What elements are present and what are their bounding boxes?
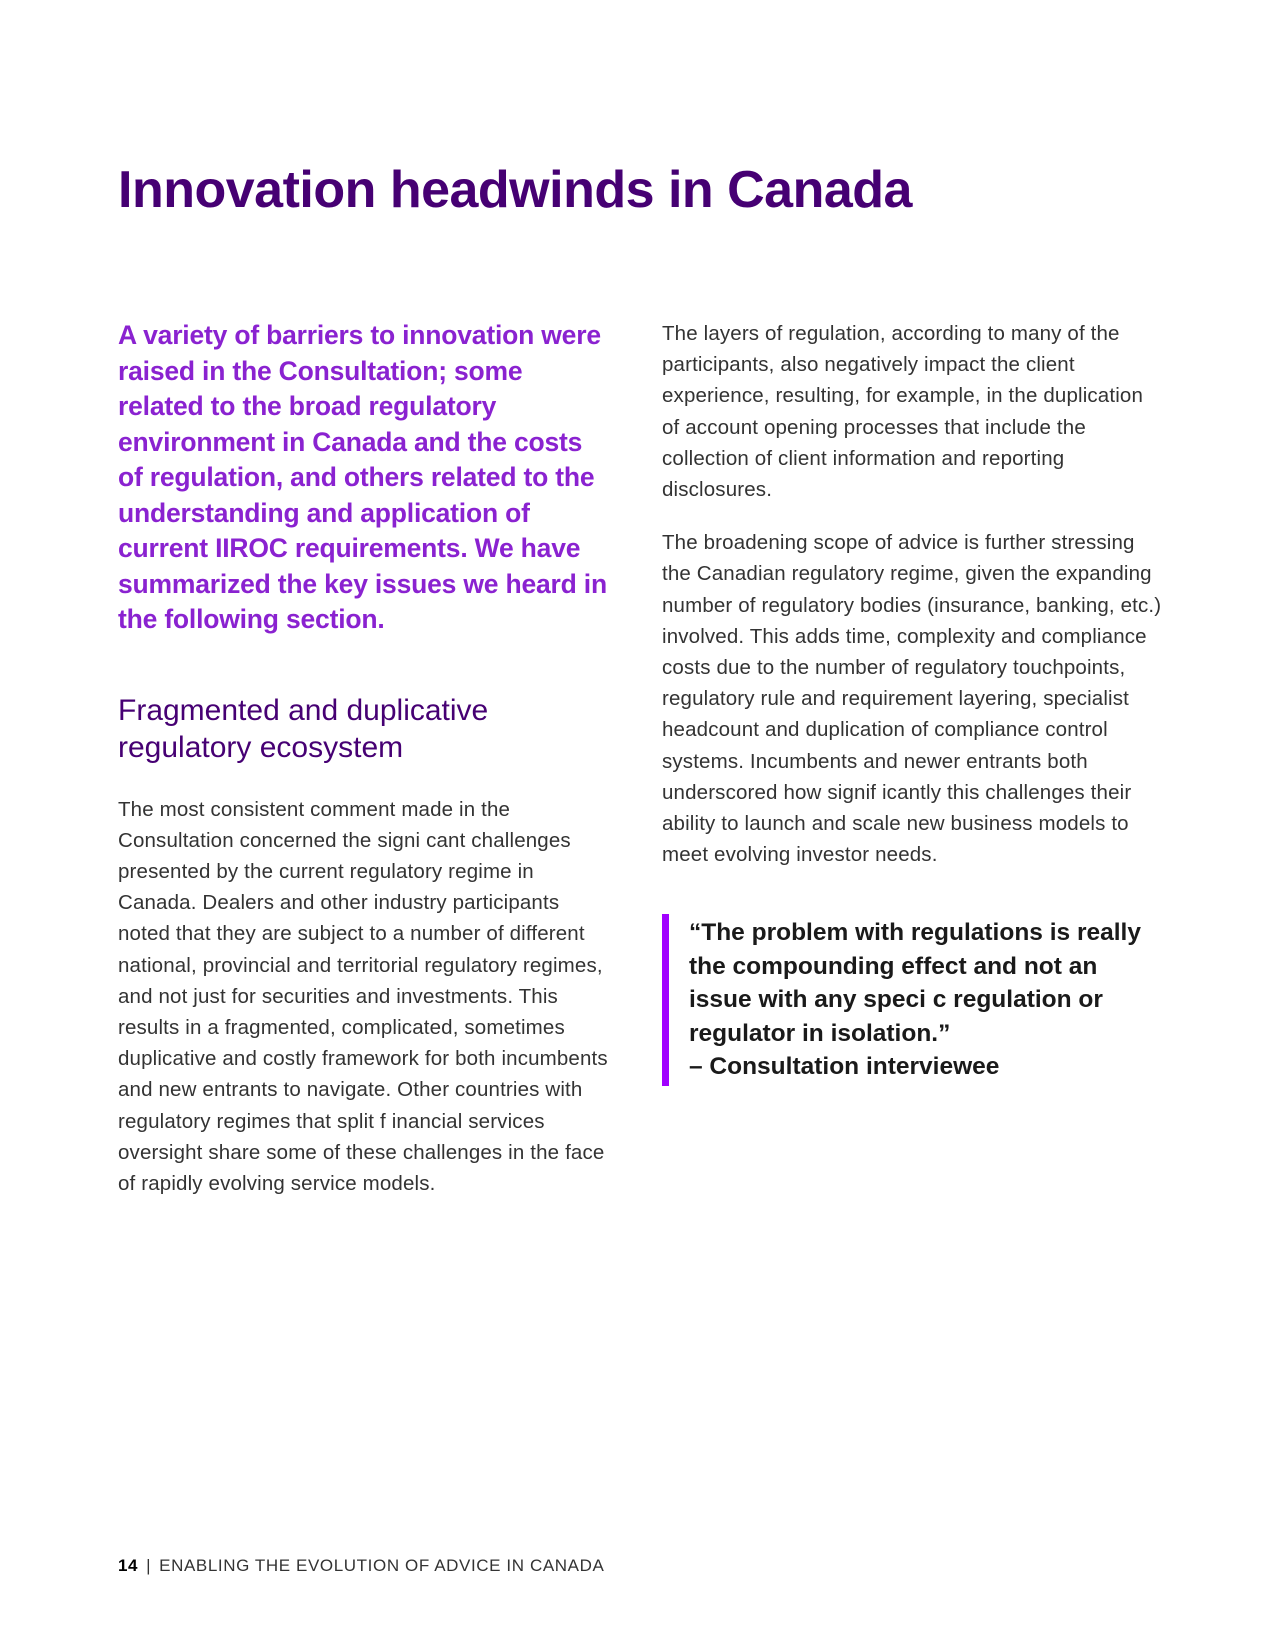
page-footer [118,1556,604,1576]
page-number: 14 [118,1556,139,1575]
intro-paragraph: A variety of barriers to innovation were raised in the Consultation; some related to the broad regulatory environment in Canada and the costs of regulation, and others related to the understanding and application of current IIROC requirements. We have summarized the key issues we heard in the following section. [118,320,607,634]
page-title: Innovation headwinds in Canada [118,161,912,219]
quote-text: “The problem with regulations is really the compounding effect and not an issue with any speci c regulation or regulator in isolation.” [689,919,1141,1047]
section-paragraph: The most consistent comment made in the Consultation concerned the signi cant challenges presented by the current regulatory regime in Canada. Dealers and other industry participants noted that they are subject to a number of different national, provincial and territorial regulatory regimes, and not just for securities and investments. This results in a fragmented, complicated, sometimes duplicative and costly framework for both incumbents and new entrants to navigate. Other countries with regulatory regimes that split f inancial services oversight share some of these challenges in the face of rapidly evolving service models. [118,797,608,1195]
right-paragraph-2: The broadening scope of advice is further stressing the Canadian regulatory regime, given the expanding number of regulatory bodies (insurance, banking, etc.) involved. This adds time, complexity and compliance costs due to the number of regulatory touchpoints, regulatory rule and requirement layering, specialist headcount and duplication of compliance control systems. Incumbents and newer entrants both underscored how signif icantly this challenges their ability to launch and scale new business models to meet evolving investor needs. [662,531,1162,867]
section-heading: Fragmented and duplicative regulatory ecosystem [118,693,489,764]
running-title: ENABLING THE EVOLUTION OF ADVICE IN CANADA [159,1556,605,1575]
pull-quote [662,914,1162,1086]
right-column [662,318,1162,1086]
footer-separator: | [146,1556,152,1575]
right-paragraph-1: The layers of regulation, according to many of the participants, also negatively impact the client experience, resulting, for example, in the duplication of account opening processes that include the collection of client information and reporting disclosures. [662,322,1144,502]
quote-attribution: – Consultation interviewee [689,1053,1000,1081]
left-column [118,318,610,1199]
